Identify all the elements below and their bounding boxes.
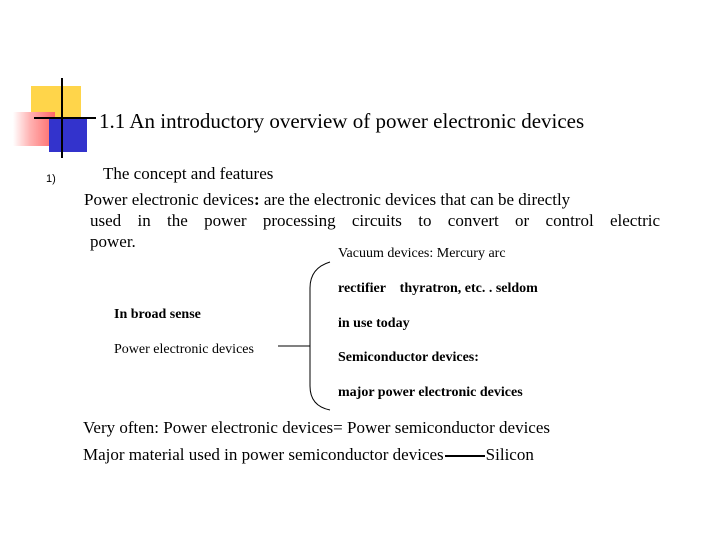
diagram-item-semiconductor: Semiconductor devices: <box>338 350 479 365</box>
silicon-text: Silicon <box>485 445 534 464</box>
diagram-left-top: In broad sense <box>114 307 201 322</box>
definition-line-1 <box>84 189 660 210</box>
major-material-text: Major material used in power semiconductor devices <box>83 445 444 464</box>
bottom-line-very-often: Very often: Power electronic devices= Power semiconductor devices <box>83 418 551 437</box>
definition-line-2: used in the power processing circuits to convert or control electric <box>90 211 660 230</box>
blue-square <box>49 118 87 152</box>
definition-line1-rest: are the electronic devices that can be directly <box>259 190 571 209</box>
diagram-item-vacuum: Vacuum devices: Mercury arc <box>338 246 506 261</box>
diagram-left-bottom: Power electronic devices <box>114 342 254 357</box>
diagram-item-major: major power electronic devices <box>338 385 523 400</box>
slide-title: 1.1 An introductory overview of power electronic devices <box>99 109 585 133</box>
diagram-item-in-use: in use today <box>338 316 410 331</box>
bracket-curve <box>310 262 330 410</box>
diagram-item-rectifier: rectifier thyratron, etc. . seldom <box>338 281 538 296</box>
concept-heading: The concept and features <box>103 164 274 183</box>
definition-line-3: power. <box>90 232 136 251</box>
logo-horizontal-line <box>34 117 96 119</box>
definition-term: Power electronic devices <box>84 190 254 209</box>
list-number: 1) <box>46 173 56 185</box>
definition-paragraph <box>84 189 660 252</box>
diagram-bracket <box>270 258 340 414</box>
bottom-line-major-material <box>83 445 534 465</box>
definition-colon: : <box>253 190 260 209</box>
corner-logo <box>0 0 100 160</box>
dash-line <box>445 455 485 457</box>
